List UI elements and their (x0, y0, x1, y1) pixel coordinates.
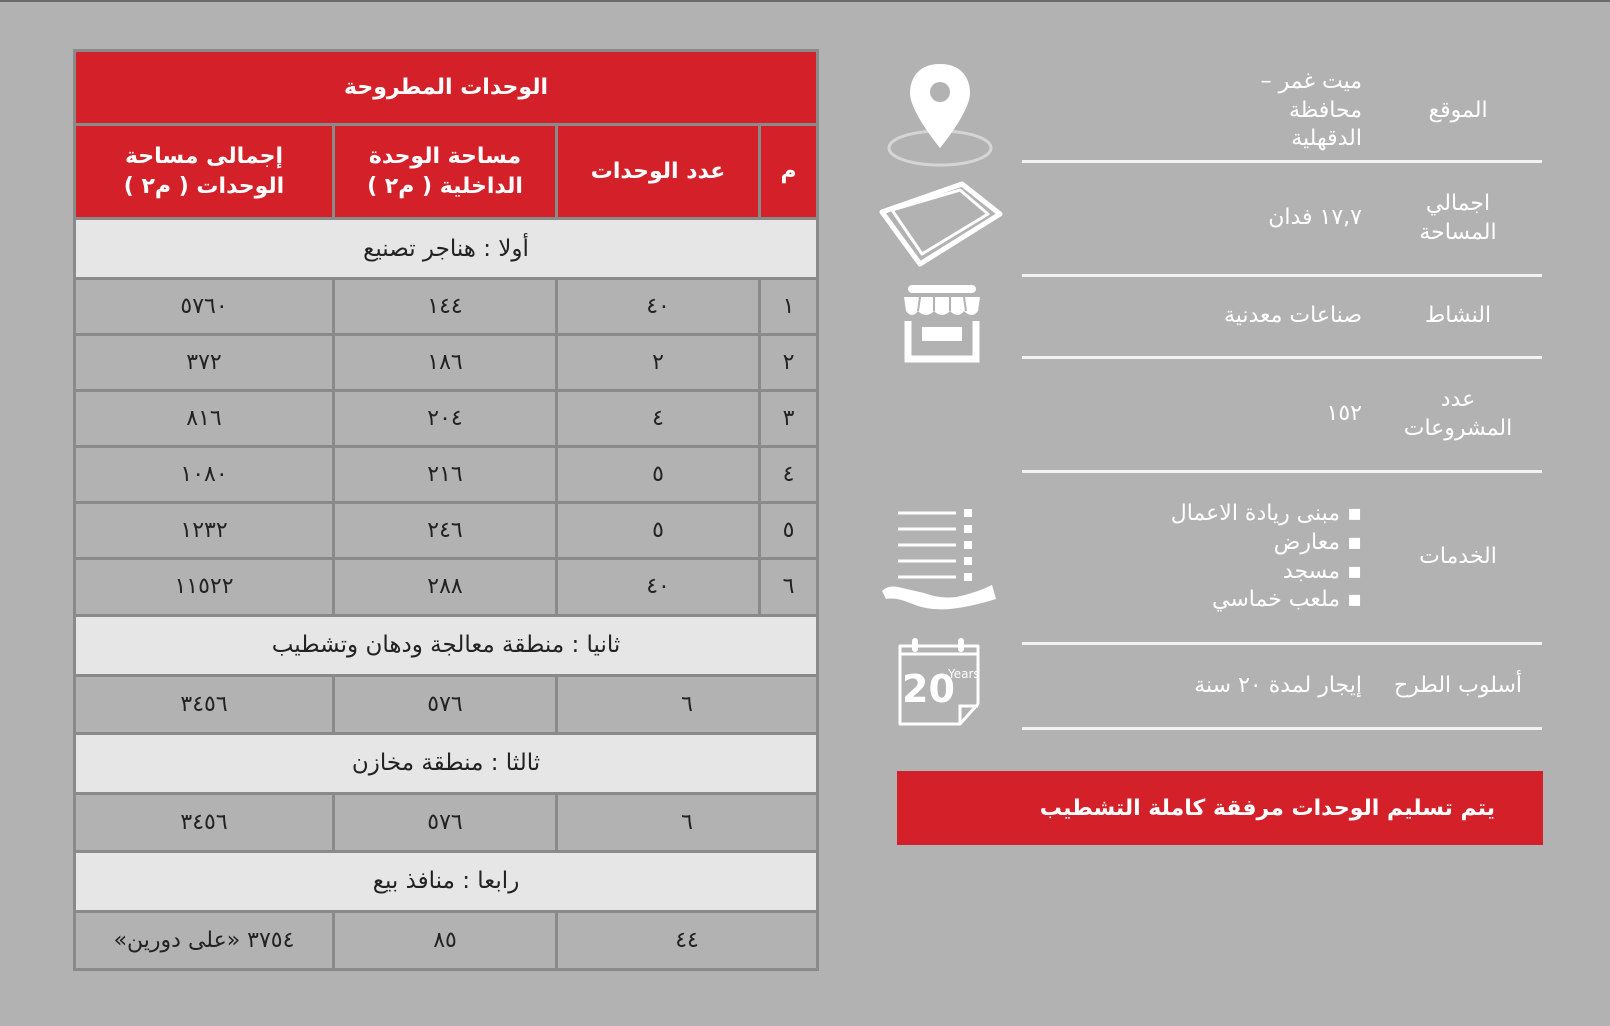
section-title: أولا : هناجر تصنيع (75, 219, 818, 279)
cell-count: ٤ (557, 391, 760, 447)
list-item: ▪ مبنى ريادة الاعمال (1022, 500, 1362, 529)
table-row (75, 503, 818, 559)
table-row (75, 391, 818, 447)
info-row-projects (1022, 359, 1542, 473)
info-row-activity (1022, 277, 1542, 359)
info-row-location (1022, 62, 1542, 163)
cell-area: ١٨٦ (334, 335, 557, 391)
header-area: مساحة الوحدة الداخلية ( م٢ ) (334, 125, 557, 219)
table-row (75, 675, 818, 733)
cell-count: ٥ (557, 447, 760, 503)
section-title: رابعا : منافذ بيع (75, 851, 818, 911)
location-value: ميت غمر – محافظة الدقهلية (1260, 69, 1362, 152)
cell-count: ٤٠ (557, 279, 760, 335)
cell-num: ١ (760, 279, 818, 335)
cell-total: ٣٧٢ (75, 335, 334, 391)
units-table (73, 49, 819, 971)
list-item: ▪ معارض (1022, 529, 1362, 558)
services-hand-icon (880, 507, 998, 611)
cell-num: ٢ (760, 335, 818, 391)
header-num: م (760, 125, 818, 219)
table-title: الوحدات المطروحة (75, 51, 818, 125)
cell-total: ١٢٣٢ (75, 503, 334, 559)
activity-label: النشاط (1424, 303, 1492, 329)
cell-total: ٣٤٥٦ (75, 793, 334, 851)
header-count: عدد الوحدات (557, 125, 760, 219)
table-row (75, 793, 818, 851)
cell-area: ٢٤٦ (334, 503, 557, 559)
cell-total: ٣٧٥٤ «على دورين» (75, 911, 334, 969)
header-total: إجمالى مساحة الوحدات ( م٢ ) (75, 125, 334, 219)
cell-count: ٦ (557, 793, 818, 851)
cell-total: ٥٧٦٠ (75, 279, 334, 335)
location-label: الموقع (1428, 97, 1488, 123)
table-row (75, 559, 818, 615)
cell-area: ٥٧٦ (334, 793, 557, 851)
cell-area: ١٤٤ (334, 279, 557, 335)
cell-num: ٦ (760, 559, 818, 615)
cell-area: ٢٨٨ (334, 559, 557, 615)
info-row-services (1022, 473, 1542, 645)
projects-value: ١٥٢ (1326, 401, 1362, 427)
map-pin-icon (886, 60, 994, 168)
section-title: ثانيا : منطقة معالجة ودهان وتشطيب (75, 615, 818, 675)
cell-total: ٨١٦ (75, 391, 334, 447)
cell-area: ٥٧٦ (334, 675, 557, 733)
list-item: ▪ ملعب خماسي (1022, 586, 1362, 615)
cell-count: ٤٤ (557, 911, 818, 969)
table-row (75, 447, 818, 503)
cell-count: ٦ (557, 675, 818, 733)
services-label: الخدمات (1419, 544, 1497, 570)
info-row-offer (1022, 645, 1542, 730)
table-row (75, 335, 818, 391)
shop-icon (900, 283, 984, 363)
land-plot-icon (878, 178, 1006, 274)
cell-count: ٢ (557, 335, 760, 391)
cell-area: ٢٠٤ (334, 391, 557, 447)
cell-num: ٥ (760, 503, 818, 559)
offer-label: أسلوب الطرح (1393, 672, 1523, 698)
area-label: اجمالي المساحة (1419, 190, 1497, 245)
cell-count: ٥ (557, 503, 760, 559)
cell-num: ٤ (760, 447, 818, 503)
cell-area: ٢١٦ (334, 447, 557, 503)
banner-text: يتم تسليم الوحدات مرفقة كاملة التشطيب (1039, 795, 1495, 821)
info-row-area (1022, 163, 1542, 277)
calendar-icon (896, 636, 986, 730)
cell-total: ١٠٨٠ (75, 447, 334, 503)
cell-total: ٣٤٥٦ (75, 675, 334, 733)
table-row (75, 911, 818, 969)
services-value (1022, 500, 1374, 614)
cell-area: ٨٥ (334, 911, 557, 969)
projects-label: عدد المشروعات (1403, 386, 1513, 441)
section-title: ثالثا : منطقة مخازن (75, 733, 818, 793)
delivery-banner (897, 771, 1543, 845)
table-row (75, 279, 818, 335)
cell-num: ٣ (760, 391, 818, 447)
list-item: ▪ مسجد (1022, 558, 1362, 587)
offer-value: إيجار لمدة ٢٠ سنة (1194, 672, 1362, 698)
activity-value: صناعات معدنية (1223, 303, 1362, 329)
cell-total: ١١٥٢٢ (75, 559, 334, 615)
services-list (1022, 500, 1362, 614)
cell-count: ٤٠ (557, 559, 760, 615)
area-value: ١٧,٧ فدان (1268, 205, 1362, 231)
project-info-panel (1022, 62, 1542, 730)
calendar-number: 20 (902, 667, 955, 711)
calendar-word: Years (948, 667, 980, 681)
